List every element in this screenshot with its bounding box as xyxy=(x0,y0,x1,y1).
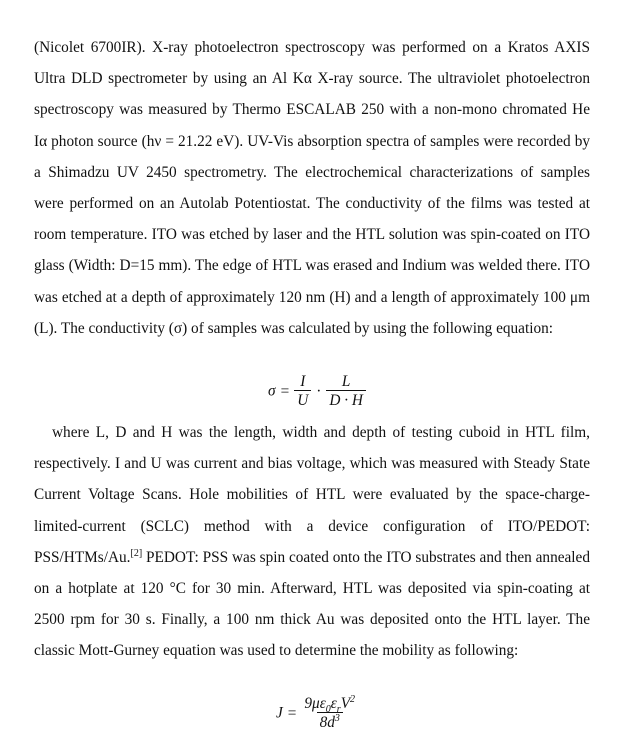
paragraph2-text-b: PEDOT: PSS was spin coated onto the ITO substrates and then annealed on a hotplate at 120 °C for 30 min. Afterward, HTL was deposited via spin-coating at 2500 rpm for 30 s. Finally, a 100 nm thick Au was deposited onto the HTL layer. The classic Mott-Gurney equation was used to determine the mobility as following: xyxy=(34,548,590,660)
eq1-fraction-2 xyxy=(326,373,366,410)
paragraph-methods: (Nicolet 6700IR). X-ray photoelectron spectroscopy was performed on a Kratos AXIS Ultra DLD spectrometer by using an Al Kα X-ray source. The ultraviolet photoelectron spectroscopy was measured by Thermo ESCALAB 250 with a non-mono chromated He Iα photon source (hν = 21.22 eV). UV-Vis absorption spectra of samples were recorded by a Shimadzu UV 2450 spectrometry. The electrochemical characterizations of samples were performed on an Autolab Potentiostat. The conductivity of the films was tested at room temperature. ITO was etched by laser and the HTL solution was spin-coated on ITO glass (Width: D=15 mm). The edge of HTL was erased and Indium was welded there. ITO was etched at a depth of approximately 120 nm (H) and a length of approximately 100 μm (L). The conductivity (σ) of samples was calculated by using the following equation: xyxy=(34,39,590,337)
eq2-num-sup: 2 xyxy=(350,693,356,705)
mott-gurney-equation xyxy=(0,695,634,732)
eq2-num-sub0: 0 xyxy=(325,704,331,716)
eq1-frac2-denominator: D · H xyxy=(326,390,366,410)
eq1-equals: = xyxy=(280,382,290,400)
eq2-den-main: 8d xyxy=(319,714,335,731)
eq2-den-sup: 3 xyxy=(334,712,340,724)
eq1-frac2-numerator: L xyxy=(341,373,351,390)
paragraph-mobility xyxy=(34,417,590,667)
citation-ref: [2] xyxy=(130,547,143,559)
paragraph2-text-a: where L, D and H was the length, width and depth of testing cuboid in HTL film, respectively. I and U was current and bias voltage, which was measured with Steady State Current Voltage Scans. Hole mobilities of HTL were evaluated by the space-charge-limited-current (SCLC) method with a device configuration of ITO/PEDOT: PSS/HTMs/Au. xyxy=(34,424,590,566)
eq1-frac1-denominator: U xyxy=(294,390,311,410)
conductivity-equation xyxy=(0,373,634,410)
eq2-numerator xyxy=(301,693,358,716)
eq2-num-eps: ε xyxy=(330,695,337,712)
eq2-fraction xyxy=(301,695,358,732)
eq2-denominator xyxy=(317,712,343,732)
eq2-lhs: J xyxy=(275,704,283,722)
eq2-num-main: 9με xyxy=(304,695,326,712)
eq1-fraction-1 xyxy=(294,373,311,410)
eq2-equals: = xyxy=(287,704,297,722)
eq1-dot: · xyxy=(316,382,322,400)
eq1-lhs: σ xyxy=(268,382,276,400)
eq2-num-subr: r xyxy=(336,704,341,716)
eq1-frac1-numerator: I xyxy=(300,373,306,390)
eq2-num-V: V xyxy=(340,695,351,712)
